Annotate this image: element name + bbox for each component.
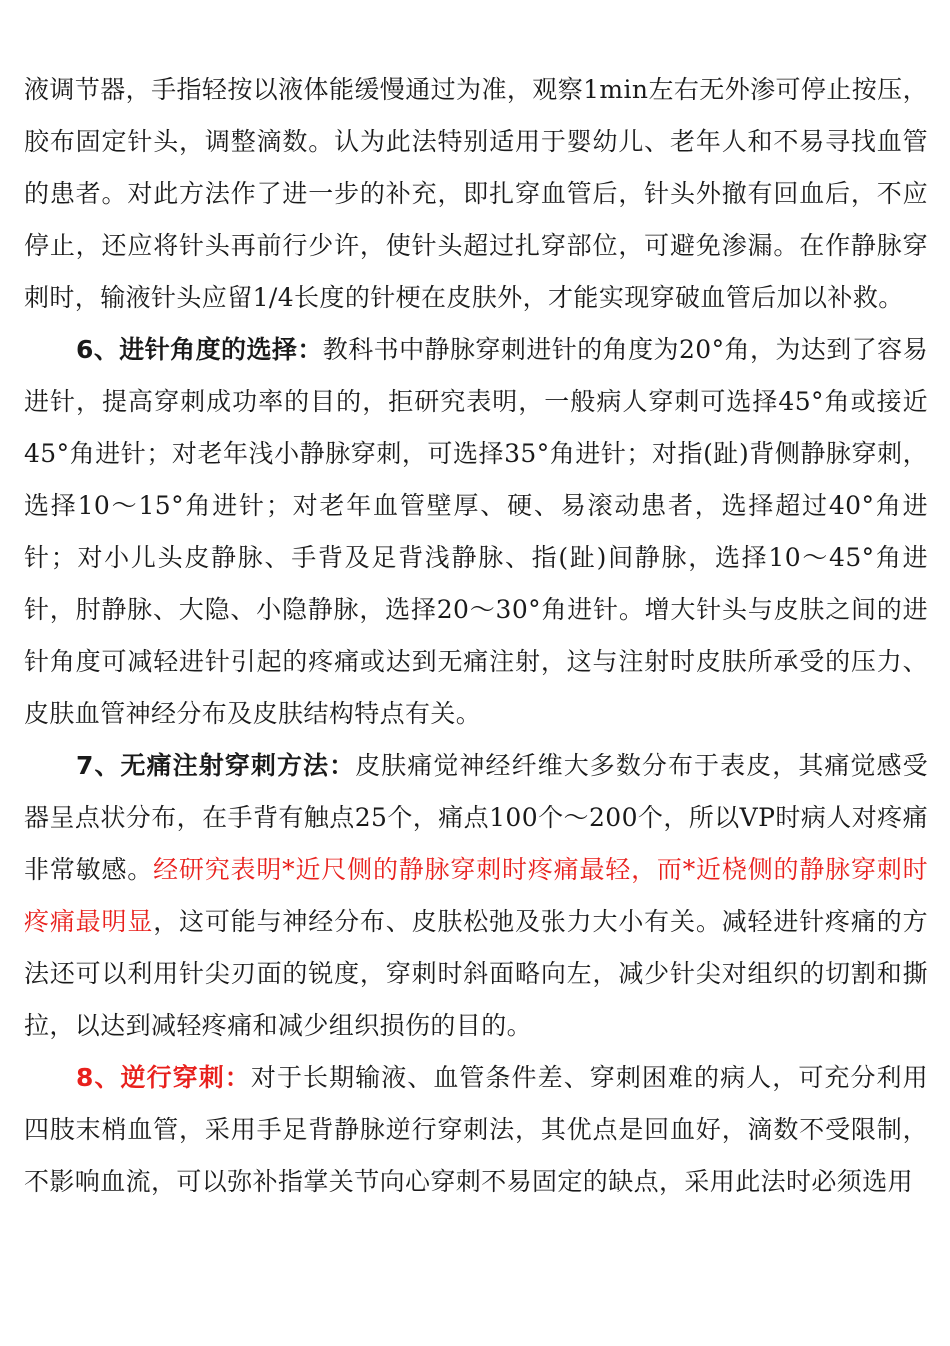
paragraph-text: 教科书中静脉穿刺进针的角度为20°角，为达到了容易进针，提高穿刺成功率的目的，拒研究表明，一般病人穿刺可选择45°角或接近45°角进针；对老年浅小静脉穿刺，可选择35°角进针；对指(趾)背侧静脉穿刺，选择10～15°角进针；对老年血管壁厚、硬、易滚动患者，选择超过40°角进针；对小儿头皮静脉、手背及足背浅静脉、指(趾)间静脉，选择10～45°角进针，肘静脉、大隐、小隐静脉，选择20～30°角进针。增大针头与皮肤之间的进针角度可减轻进针引起的疼痛或达到无痛注射，这与注射时皮肤所承受的压力、皮肤血管神经分布及皮肤结构特点有关。 bbox=[24, 335, 928, 728]
paragraph-text: 皮肤痛觉神经纤维大多数分布于表皮，其痛觉感受器呈点状分布，在手背有触点25个，痛点100个～200个，所以VP时病人对疼痛非常敏感。 bbox=[24, 751, 928, 884]
paragraph-text: 液调节器，手指轻按以液体能缓慢通过为准，观察1min左右无外渗可停止按压，胶布固定针头，调整滴数。认为此法特别适用于婴幼儿、老年人和不易寻找血管的患者。对此方法作了进一步的补充，即扎穿血管后，针头外撤有回血后，不应停止，还应将针头再前行少许，使针头超过扎穿部位，可避免渗漏。在作静脉穿刺时，输液针头应留1/4长度的针梗在皮肤外，才能实现穿破血管后加以补救。 bbox=[24, 75, 928, 312]
paragraph-section-7 bbox=[24, 740, 928, 1052]
section-heading: 6、进针角度的选择： bbox=[76, 335, 323, 364]
paragraph-section-6 bbox=[24, 324, 928, 740]
paragraph-continued bbox=[24, 64, 928, 324]
section-heading: 8、逆行穿刺： bbox=[76, 1063, 251, 1092]
highlighted-text: 经研究表明*近尺侧的静脉穿刺时疼痛最轻，而*近桡侧的静脉穿刺时疼痛最明显 bbox=[24, 855, 928, 936]
paragraph-text: ，这可能与神经分布、皮肤松弛及张力大小有关。减轻进针疼痛的方法还可以利用针尖刃面的锐度，穿刺时斜面略向左，减少针尖对组织的切割和撕拉，以达到减轻疼痛和减少组织损伤的目的。 bbox=[24, 907, 928, 1040]
document-page bbox=[24, 64, 928, 1208]
paragraph-text: 对于长期输液、血管条件差、穿刺困难的病人，可充分利用四肢末梢血管，采用手足背静脉逆行穿刺法，其优点是回血好，滴数不受限制，不影响血流，可以弥补指掌关节向心穿刺不易固定的缺点，采用此法时必须选用 bbox=[24, 1063, 928, 1196]
section-heading: 7、无痛注射穿刺方法： bbox=[76, 751, 356, 780]
paragraph-section-8 bbox=[24, 1052, 928, 1208]
